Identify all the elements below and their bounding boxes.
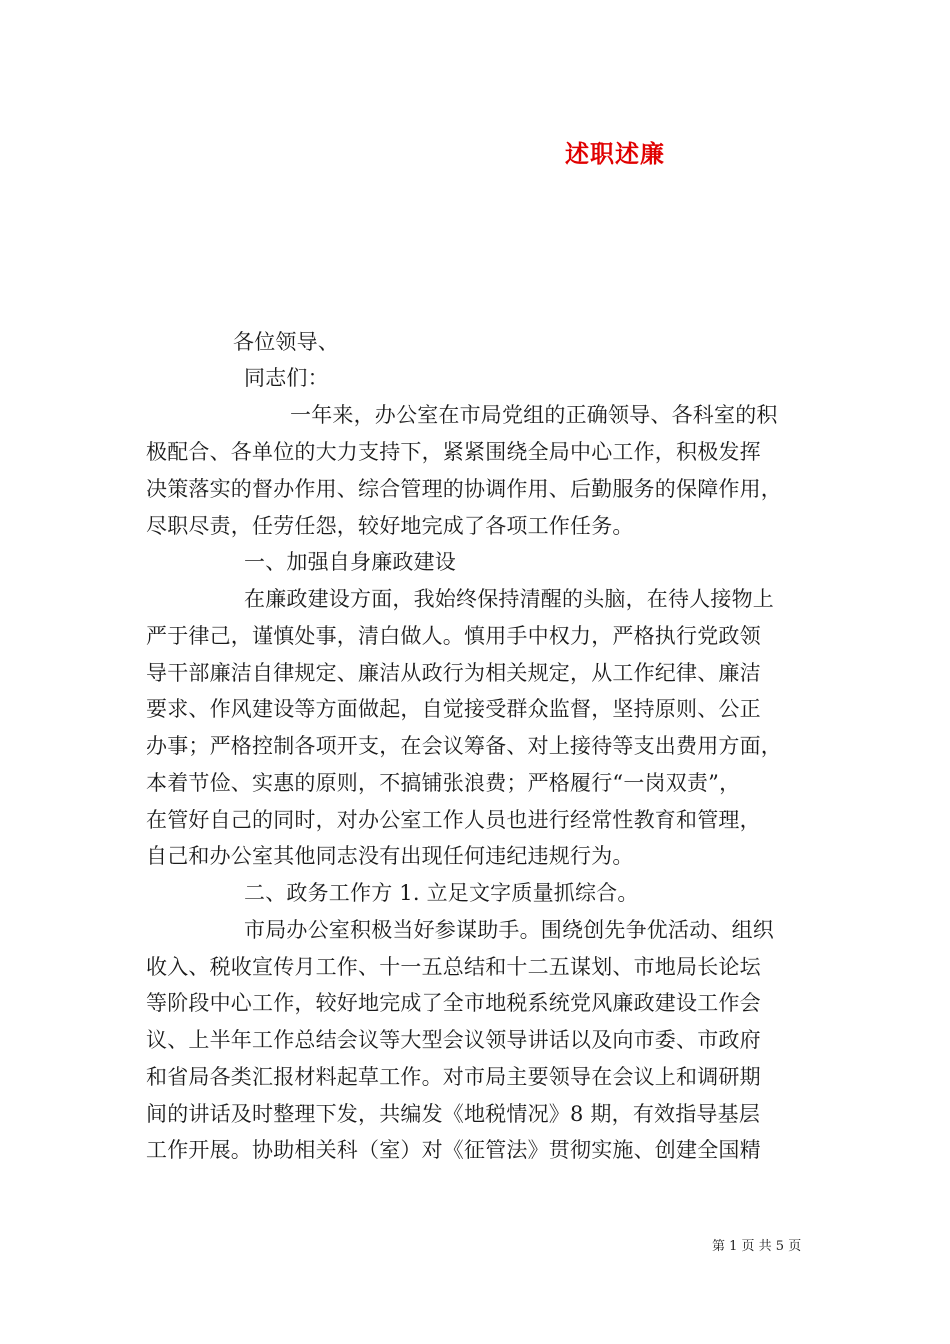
paragraph-line: 导干部廉洁自律规定、廉洁从政行为相关规定，从工作纪律、廉洁 bbox=[146, 661, 761, 685]
paragraph-line: 本着节俭、实惠的原则，不搞铺张浪费；严格履行“一岗双责”， bbox=[146, 771, 741, 795]
paragraph-line: 收入、税收宣传月工作、十一五总结和十二五谋划、市地局长论坛 bbox=[146, 955, 761, 979]
document-title: 述职述廉 bbox=[565, 139, 665, 168]
paragraph-line: 市局办公室积极当好参谋助手。围绕创先争优活动、组织 bbox=[244, 918, 774, 942]
paragraph-line: 极配合、各单位的大力支持下，紧紧围绕全局中心工作，积极发挥 bbox=[146, 440, 761, 464]
paragraph-line: 自己和办公室其他同志没有出现任何违纪违规行为。 bbox=[146, 844, 634, 868]
paragraph-line: 要求、作风建设等方面做起，自觉接受群众监督，坚持原则、公正 bbox=[146, 697, 761, 721]
section-heading: 一、加强自身廉政建设 bbox=[244, 550, 456, 574]
paragraph-line: 一年来，办公室在市局党组的正确领导、各科室的积 bbox=[290, 403, 778, 427]
paragraph-line: 办事；严格控制各项开支，在会议筹备、对上接待等支出费用方面， bbox=[146, 734, 782, 758]
paragraph-line: 严于律己，谨慎处事，清白做人。慎用手中权力，严格执行党政领 bbox=[146, 624, 761, 648]
salutation-line: 同志们： bbox=[244, 366, 329, 390]
paragraph-line: 等阶段中心工作，较好地完成了全市地税系统党风廉政建设工作会 bbox=[146, 991, 761, 1015]
paragraph-line: 间的讲话及时整理下发，共编发《地税情况》8 期，有效指导基层 bbox=[146, 1102, 761, 1126]
paragraph-line: 尽职尽责，任劳任怨，较好地完成了各项工作任务。 bbox=[146, 514, 634, 538]
salutation-line: 各位领导、 bbox=[233, 330, 339, 354]
page-number-footer: 第 1 页 共 5 页 bbox=[712, 1239, 802, 1254]
paragraph-line: 在廉政建设方面，我始终保持清醒的头脑，在待人接物上 bbox=[244, 587, 774, 611]
paragraph-line: 在管好自己的同时，对办公室工作人员也进行经常性教育和管理， bbox=[146, 808, 761, 832]
paragraph-line: 和省局各类汇报材料起草工作。对市局主要领导在会议上和调研期 bbox=[146, 1065, 761, 1089]
paragraph-line: 工作开展。协助相关科（室）对《征管法》贯彻实施、创建全国精 bbox=[146, 1138, 761, 1162]
paragraph-line: 议、上半年工作总结会议等大型会议领导讲话以及向市委、市政府 bbox=[146, 1028, 761, 1052]
paragraph-line: 决策落实的督办作用、综合管理的协调作用、后勤服务的保障作用， bbox=[146, 477, 782, 501]
section-heading: 二、政务工作方 1. 立足文字质量抓综合。 bbox=[244, 881, 639, 905]
